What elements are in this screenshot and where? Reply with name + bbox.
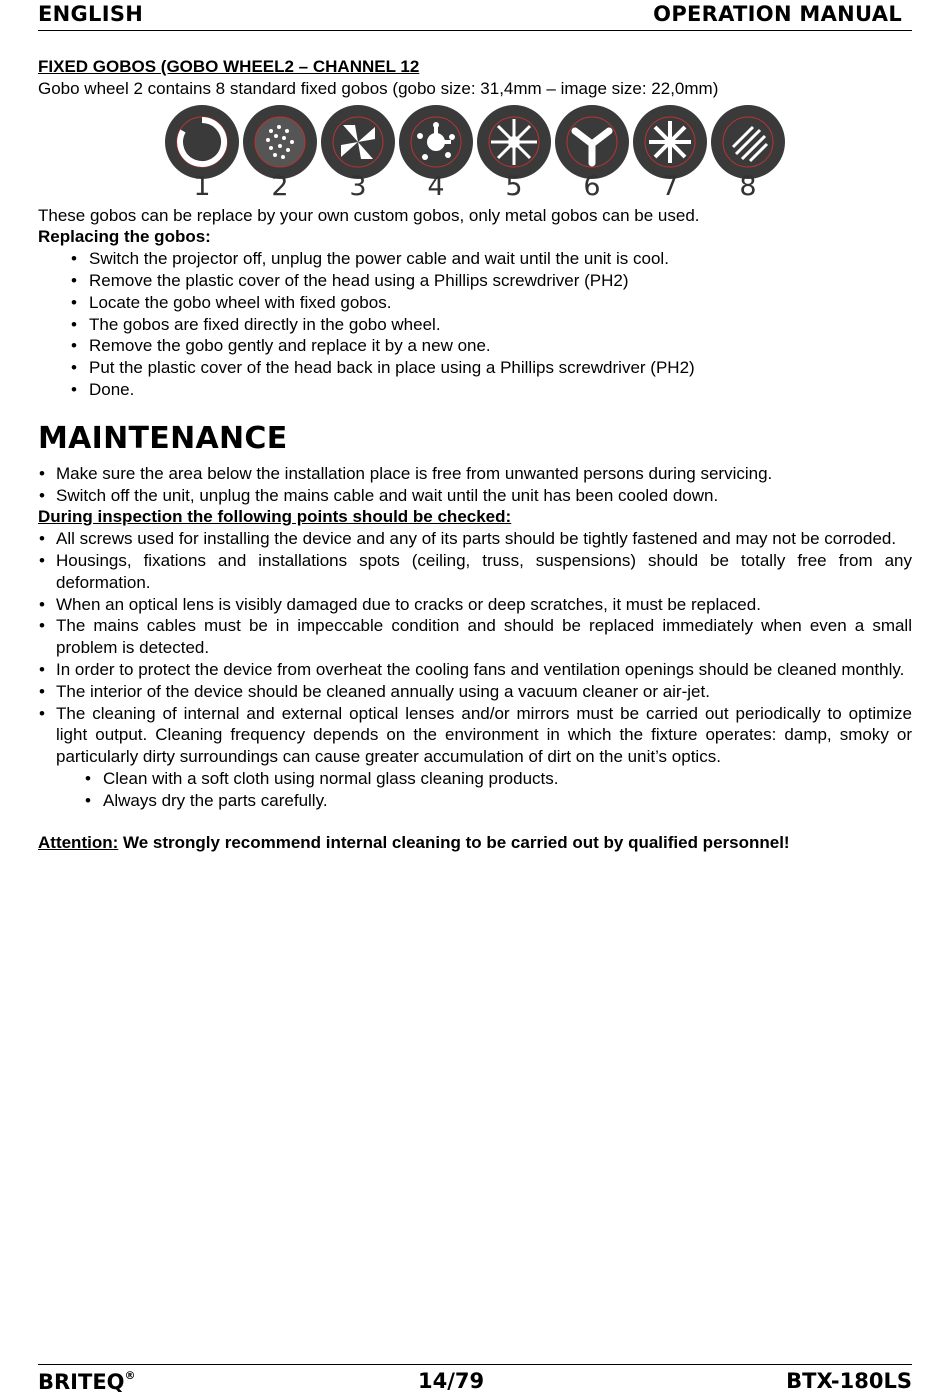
list-item: • Always dry the parts carefully. <box>38 790 912 812</box>
cleaning-list <box>38 768 912 812</box>
gobo-number: 5 <box>505 170 523 202</box>
registered-mark: ® <box>124 1369 136 1382</box>
list-item: • Remove the plastic cover of the head using a Phillips screwdriver (PH2) <box>38 270 912 292</box>
list-item: • Done. <box>38 379 912 401</box>
page-number: 14/79 <box>418 1369 485 1393</box>
list-item: • The cleaning of internal and external optical lenses and/or mirrors must be carried out periodically to optimize light output. Cleaning frequency depends on the environment in which the fixture operates: damp, smoky or particularly dirty surroundings can cause greater accumulation of dirt on the unit’s optics. <box>38 703 912 768</box>
fixed-gobos-title: FIXED GOBOS (GOBO WHEEL2 – CHANNEL 12 <box>38 57 420 76</box>
gobo-4 <box>397 103 475 205</box>
gobo-wheel-figure <box>38 103 912 205</box>
replacing-steps-list <box>38 248 912 401</box>
brand-name: BRITEQ <box>38 1370 125 1394</box>
list-item: • Locate the gobo wheel with fixed gobos. <box>38 292 912 314</box>
gobo-2 <box>241 103 319 205</box>
gobo-3 <box>319 103 397 205</box>
attention-text: We strongly recommend internal cleaning to be carried out by qualified personnel! <box>123 832 790 852</box>
list-item: • Make sure the area below the installation place is free from unwanted persons during servicing. <box>38 463 912 485</box>
list-item: • Switch off the unit, unplug the mains cable and wait until the unit has been cooled down. <box>38 485 912 507</box>
list-item: • All screws used for installing the device and any of its parts should be tightly fastened and may not be corroded. <box>38 528 912 550</box>
list-item: • Remove the gobo gently and replace it by a new one. <box>38 335 912 357</box>
gobo-5 <box>475 103 553 205</box>
footer-brand <box>38 1369 136 1394</box>
list-item: • Put the plastic cover of the head back in place using a Phillips screwdriver (PH2) <box>38 357 912 379</box>
gobo-number: 8 <box>739 170 757 202</box>
inspection-title: During inspection the following points should be checked: <box>38 507 512 527</box>
gobo-number: 1 <box>193 170 211 202</box>
list-item: • The interior of the device should be cleaned annually using a vacuum cleaner or air-jet. <box>38 681 912 703</box>
list-item: • In order to protect the device from overheat the cooling fans and ventilation openings should be cleaned monthly. <box>38 659 912 681</box>
maintenance-heading: MAINTENANCE <box>38 420 288 456</box>
list-item: • Switch the projector off, unplug the power cable and wait until the unit is cool. <box>38 248 912 270</box>
gobo-number: 2 <box>271 170 289 202</box>
maintenance-intro-list <box>38 463 912 507</box>
list-item: • When an optical lens is visibly damaged due to cracks or deep scratches, it must be replaced. <box>38 594 912 616</box>
replacing-gobos-title: Replacing the gobos: <box>38 227 211 247</box>
list-item: • Housings, fixations and installations spots (ceiling, truss, suspensions) should be totally free from any deformation. <box>38 550 912 594</box>
gobo-6 <box>553 103 631 205</box>
gobo-number: 7 <box>661 170 679 202</box>
list-item: • Clean with a soft cloth using normal glass cleaning products. <box>38 768 912 790</box>
gobo-7 <box>631 103 709 205</box>
attention-label: Attention: <box>38 832 119 852</box>
page-content <box>38 56 912 853</box>
page-footer <box>38 1364 912 1395</box>
attention-note <box>38 832 912 854</box>
gobo-8 <box>709 103 787 205</box>
inspection-list <box>38 528 912 768</box>
fixed-gobos-intro: Gobo wheel 2 contains 8 standard fixed gobos (gobo size: 31,4mm – image size: 22,0mm) <box>38 78 719 98</box>
header-language: ENGLISH <box>38 2 144 26</box>
list-item: • The mains cables must be in impeccable condition and should be replaced immediately when even a small problem is detected. <box>38 615 912 659</box>
footer-model: BTX-180LS <box>786 1369 912 1393</box>
gobo-replace-note: These gobos can be replace by your own custom gobos, only metal gobos can be used. <box>38 205 700 225</box>
gobo-number: 3 <box>349 170 367 202</box>
page-header <box>38 2 912 31</box>
header-manual-title: OPERATION MANUAL <box>653 2 902 26</box>
gobo-number: 4 <box>427 170 445 202</box>
list-item: • The gobos are fixed directly in the gobo wheel. <box>38 314 912 336</box>
gobo-1 <box>163 103 241 205</box>
gobo-number: 6 <box>583 170 601 202</box>
